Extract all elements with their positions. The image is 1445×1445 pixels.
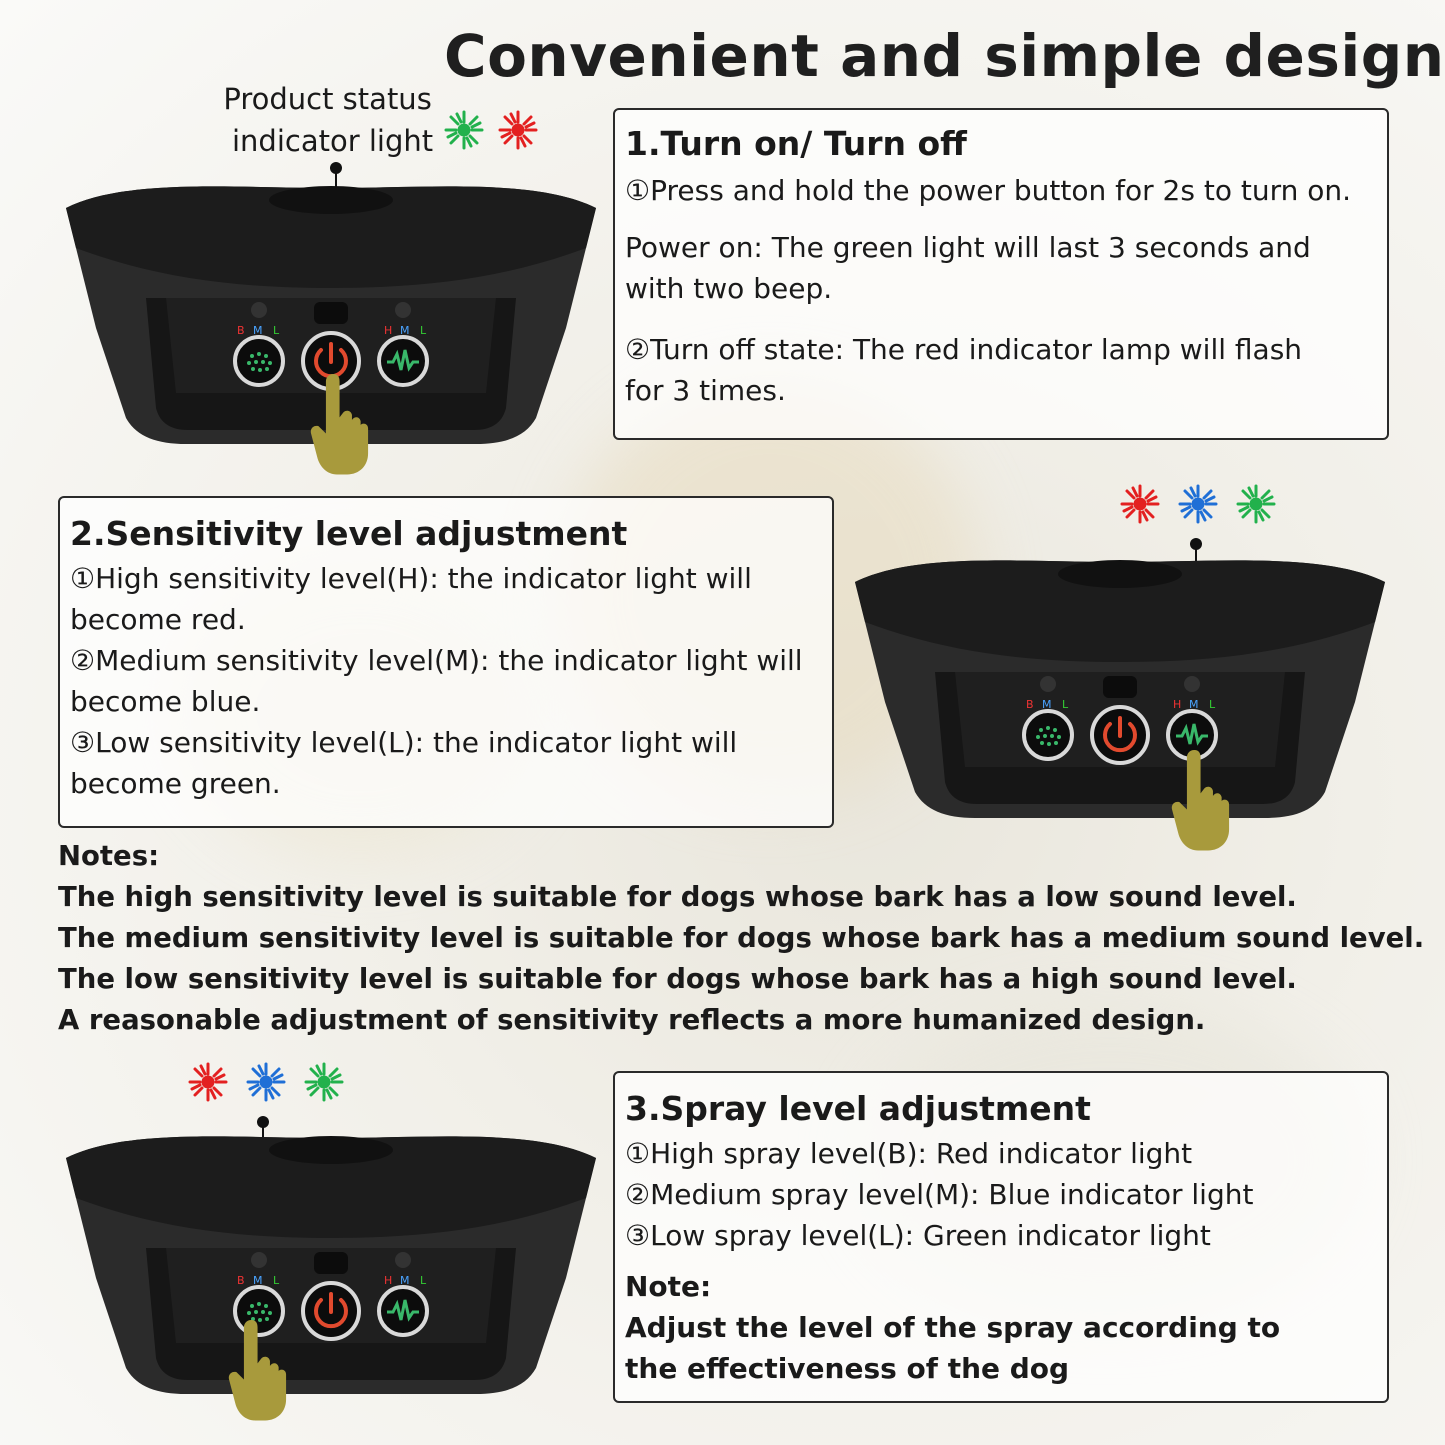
sparkle-green-icon — [1238, 486, 1274, 522]
svg-text:B: B — [237, 1274, 245, 1287]
sensitivity-lights — [1114, 482, 1284, 526]
svg-text:B: B — [1026, 698, 1034, 711]
svg-text:L: L — [273, 1274, 280, 1287]
device-image-sensitivity — [855, 552, 1395, 852]
svg-text:H: H — [1173, 698, 1182, 711]
notes-heading: Notes: — [58, 840, 160, 872]
section2-heading: 2.Sensitivity level adjustment — [70, 514, 628, 553]
section1-line-1: ①Press and hold the power button for 2s to turn on. — [625, 173, 1352, 207]
section3-line-1: ①High spray level(B): Red indicator light — [625, 1136, 1193, 1170]
sparkle-blue-icon — [248, 1064, 284, 1100]
section1-line-2: Power on: The green light will last 3 seconds and with two beep. — [625, 230, 1311, 305]
notes-line: The low sensitivity level is suitable for dogs whose bark has a high sound level. — [58, 963, 1297, 995]
device-label-l: L — [420, 324, 427, 337]
svg-text:M: M — [253, 1274, 263, 1287]
device-image-spray — [66, 1128, 606, 1428]
section3-heading: 3.Spray level adjustment — [625, 1089, 1091, 1128]
svg-text:M: M — [1189, 698, 1199, 711]
device-label-b: B — [237, 324, 245, 337]
status-indicator-label: Product status indicator light — [223, 82, 434, 158]
section2-line-3: ③Low sensitivity level(L): the indicator light will become green. — [70, 725, 738, 800]
status-lights — [440, 108, 550, 152]
section3-line-2: ②Medium spray level(M): Blue indicator light — [625, 1177, 1254, 1211]
notes-line: The high sensitivity level is suitable for dogs whose bark has a low sound level. — [58, 881, 1297, 913]
section-sensitivity — [58, 496, 834, 828]
svg-text:H: H — [384, 1274, 393, 1287]
device-label-m: M — [253, 324, 263, 337]
sparkle-red-icon — [1122, 486, 1158, 522]
notes-block — [58, 836, 1424, 1041]
device-label-h: H — [384, 324, 393, 337]
section3-note-text: Adjust the level of the spray according to the effectiveness of the dog — [625, 1310, 1281, 1385]
section2-line-1: ①High sensitivity level(H): the indicator light will become red. — [70, 561, 752, 636]
sparkle-green-icon — [306, 1064, 342, 1100]
svg-text:L: L — [1062, 698, 1069, 711]
sparkle-red-icon — [500, 112, 536, 148]
section2-line-2: ②Medium sensitivity level(M): the indicator light will become blue. — [70, 643, 803, 718]
section1-line-3: ②Turn off state: The red indicator lamp will flash for 3 times. — [625, 332, 1303, 407]
page-title: Convenient and simple design — [444, 22, 1445, 90]
svg-text:M: M — [1042, 698, 1052, 711]
notes-line: A reasonable adjustment of sensitivity reflects a more humanized design. — [58, 1004, 1206, 1036]
sparkle-blue-icon — [1180, 486, 1216, 522]
svg-text:L: L — [1209, 698, 1216, 711]
sparkle-green-icon — [446, 112, 482, 148]
notes-line: The medium sensitivity level is suitable for dogs whose bark has a medium sound level. — [58, 922, 1425, 954]
svg-text:L: L — [420, 1274, 427, 1287]
device-label-l: L — [273, 324, 280, 337]
section-turn-on-off — [613, 108, 1389, 440]
section1-heading: 1.Turn on/ Turn off — [625, 124, 967, 163]
svg-text:M: M — [400, 1274, 410, 1287]
spray-lights — [182, 1060, 352, 1104]
device-label-m: M — [400, 324, 410, 337]
section-spray — [613, 1071, 1389, 1403]
device-image-power — [66, 178, 606, 478]
section3-line-3: ③Low spray level(L): Green indicator light — [625, 1218, 1211, 1252]
sparkle-red-icon — [190, 1064, 226, 1100]
section3-note-heading: Note: — [625, 1269, 712, 1303]
